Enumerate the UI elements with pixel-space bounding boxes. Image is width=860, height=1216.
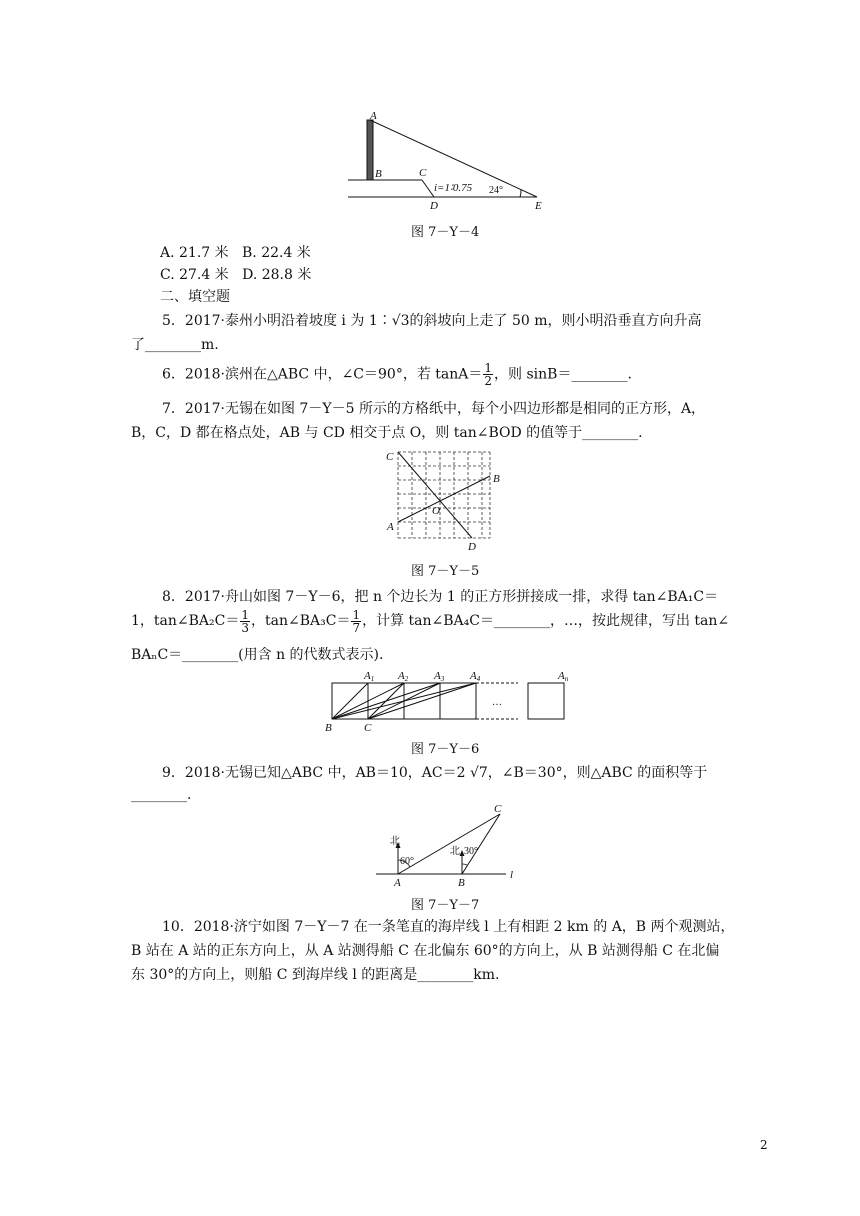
label-a7: A	[394, 877, 401, 889]
q8-fraction-2: $\frac{1}{7}$	[352, 607, 361, 635]
option-b: B. 22.4 米	[242, 245, 311, 261]
option-c: C. 27.4 米	[160, 267, 229, 283]
caption-7-y-4: 图 7－Y－4	[411, 225, 480, 240]
label-b6: B	[325, 722, 332, 734]
q5-line2: 了________m.	[131, 337, 219, 353]
label-a5: A	[387, 521, 394, 533]
caption-7-y-6: 图 7－Y－6	[411, 742, 480, 757]
option-d: D. 28.8 米	[242, 267, 312, 283]
option-row-cd	[160, 266, 311, 284]
label-angle: 24°	[489, 185, 503, 196]
figure-7-y-4	[340, 105, 550, 217]
label-o5: O	[432, 505, 440, 517]
segment-cd	[398, 452, 472, 538]
q8-fraction-1: $\frac{1}{3}$	[241, 607, 249, 635]
section-fill-in: 二、填空题	[160, 289, 230, 305]
label-an: An	[558, 670, 569, 683]
label-c5: C	[386, 451, 394, 463]
label-a4: A4	[470, 670, 481, 683]
q8-line3: BAₙC＝________(用含 n 的代数式表示).	[131, 647, 384, 663]
q6-prefix: 6．2018·滨州在△ABC 中，∠C＝90°，若 tanA＝	[162, 366, 483, 383]
label-b7: B	[458, 877, 465, 889]
angle-30: 30°	[464, 846, 478, 857]
label-slope: i=1∶0.75	[434, 182, 473, 194]
ellipsis: …	[492, 697, 502, 708]
q9-line2: ________.	[131, 787, 192, 803]
label-a2: A2	[398, 670, 409, 683]
option-a: A. 21.7 米	[160, 245, 229, 261]
q10-line1: 10．2018·济宁如图 7－Y－7 在一条笔直的海岸线 l 上有相距 2 km 的 A，B 两个观测站，	[162, 919, 735, 935]
q8-line1: 8．2017·舟山如图 7－Y－6，把 n 个边长为 1 的正方形拼接成一排，求得 tan∠BA₁C＝	[162, 589, 719, 605]
page-number: 2	[760, 1138, 768, 1152]
caption-7-y-7: 图 7－Y－7	[411, 898, 480, 913]
q6-suffix: ，则 sinB＝________.	[494, 366, 632, 383]
q6-line	[162, 362, 632, 387]
slope-cd	[422, 180, 434, 197]
grid	[398, 452, 490, 538]
line-bc	[462, 814, 500, 874]
q10-line2: B 站在 A 站的正东方向上，从 A 站测得船 C 在北偏东 60°的方向上，从 B 站测得船 C 在北偏	[131, 943, 720, 959]
q9-line1: 9．2018·无锡已知△ABC 中，AB＝10，AC＝2 √7，∠B＝30°，则△ABC 的面积等于	[162, 765, 708, 781]
angle-60: 60°	[400, 856, 414, 867]
label-d: D	[430, 200, 438, 212]
label-a1: A1	[364, 670, 375, 683]
q8-line2: 1，tan∠BA₂C＝ $\frac{1}{3}$ ，tan∠BA₃C＝ $\frac{1}{7}$ ，计算 tan∠BA₄C＝________，…，按此规律，写出 tan∠	[131, 607, 730, 635]
figure-7-y-6	[322, 665, 572, 737]
label-e: E	[535, 200, 542, 212]
label-c: C	[419, 167, 427, 179]
q5-line1: 5．2017·泰州小明沿着坡度 i 为 1∶√3的斜坡向上走了 50 m，则小明沿垂直方向升高	[162, 313, 702, 329]
option-row-ab	[160, 244, 311, 262]
label-l7: l	[510, 869, 514, 881]
label-b: B	[375, 168, 382, 180]
q6-fraction: $\frac{1}{2}$	[484, 361, 493, 388]
figure-7-y-7	[372, 804, 524, 890]
label-c6: C	[364, 722, 372, 734]
q7-line1: 7．2017·无锡在如图 7－Y－5 所示的方格纸中，每个小四边形都是相同的正方形，A，	[162, 401, 706, 417]
figure-7-y-5	[384, 446, 510, 556]
caption-7-y-5: 图 7－Y－5	[411, 564, 480, 579]
label-a3: A3	[434, 670, 445, 683]
label-c7: C	[494, 804, 502, 815]
north-label-a: 北	[390, 836, 400, 847]
label-d5: D	[468, 541, 476, 553]
angle-arc	[520, 190, 521, 197]
pole	[367, 120, 373, 180]
north-label-b: 北	[450, 846, 460, 857]
q10-line3: 东 30°的方向上，则船 C 到海岸线 l 的距离是________km.	[131, 967, 500, 983]
q7-line2: B，C，D 都在格点处，AB 与 CD 相交于点 O，则 tan∠BOD 的值等于________.	[131, 425, 643, 441]
label-a: A	[370, 110, 377, 122]
label-b5: B	[493, 473, 500, 485]
